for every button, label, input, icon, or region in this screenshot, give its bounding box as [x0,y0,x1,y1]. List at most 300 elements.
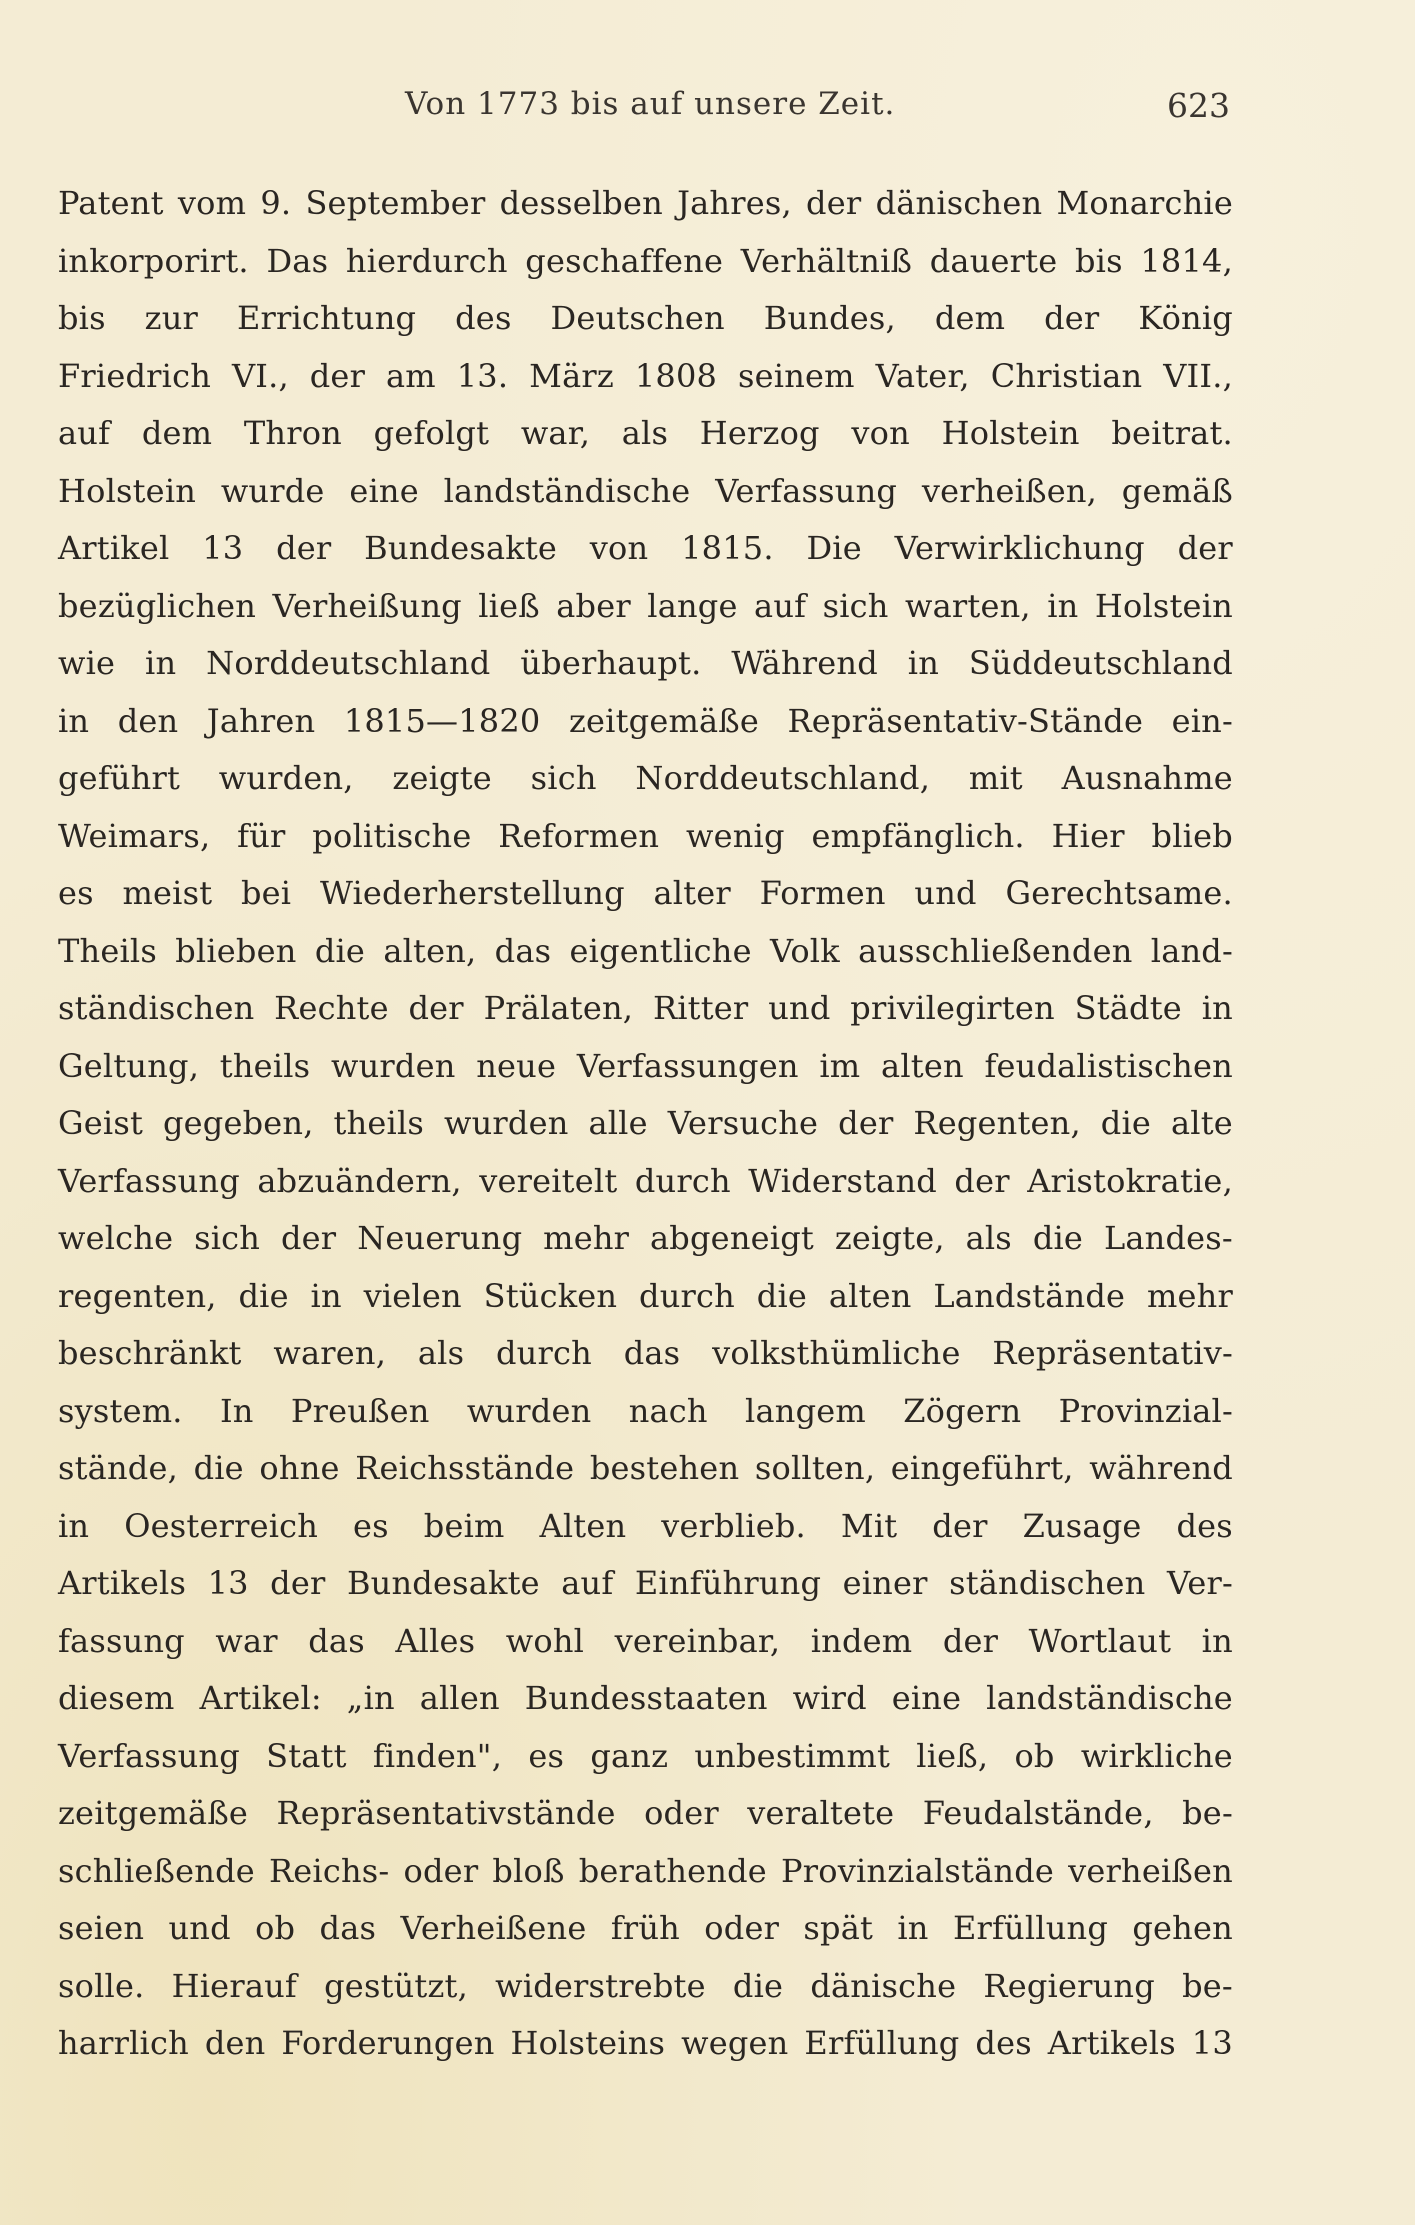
word: aber [556,586,631,625]
word: bis [58,299,106,337]
word: diesem [58,1679,175,1717]
word: wurde [220,471,325,510]
word: Mit [840,1506,898,1545]
word: es [528,1736,565,1775]
word: eingeführt, [890,1449,1074,1487]
word: Süddeutschland [968,644,1233,682]
text-line [58,808,1233,866]
word: Landstände [933,1276,1126,1315]
word: Verheißene [400,1909,587,1947]
word: verblieb. [661,1506,806,1545]
word: neue [476,1046,557,1085]
word: wird [792,1679,867,1717]
word: war, [520,414,591,452]
word: Die [806,529,862,567]
word: meist [122,874,213,912]
word: den [204,2024,266,2062]
text-line [58,635,1233,693]
text-line [58,2015,1233,2073]
text-line [58,1670,1233,1728]
word: 9. [260,184,292,222]
word: blieben [175,931,297,970]
word: in [1047,586,1079,625]
word: Deutschen [550,299,725,337]
word: als [621,414,669,452]
word: Neuerung [357,1219,523,1257]
word: Repräsentativstände [276,1794,616,1832]
word: Jahren [206,701,316,740]
word: von [851,414,910,452]
word: der [932,1506,988,1545]
word: gegeben, [162,1104,314,1142]
word: der [954,1161,1010,1200]
word: der [942,1621,999,1660]
word: eigentliche [569,931,752,970]
word: wurden [330,1046,456,1085]
text-line [58,1900,1233,1958]
word: sich [530,759,597,797]
word: volksthümliche [712,1334,961,1372]
word: Holsteins [510,2024,666,2062]
word: mehr [1146,1276,1233,1315]
word: dem [934,299,1006,337]
text-line [58,750,1233,808]
body-text [58,175,1233,2073]
word: des [975,2024,1032,2062]
word: Verwirklichung [894,529,1145,567]
word: bezüglichen [58,586,257,625]
word: Erfüllung [952,1909,1109,1947]
word: Reformen [498,816,660,855]
word: unbestimmt [694,1736,891,1775]
word: während [1089,1449,1233,1487]
word: alte [1171,1104,1233,1142]
text-line [58,1383,1233,1441]
word: Patent [58,184,164,222]
word: Alten [539,1506,627,1545]
word: Regenten, [913,1104,1081,1142]
word: waren, [273,1334,387,1372]
word: den [117,701,179,740]
word: Verhältniß [740,241,913,280]
word: Geist [58,1104,144,1142]
word: fassung [58,1621,185,1660]
word: privilegirten [850,989,1055,1027]
word: und [914,874,977,912]
word: Volk [769,931,840,970]
word: eine [891,1679,962,1717]
word: Artikel [58,529,170,567]
word: der [276,529,332,567]
word: system. [58,1391,183,1430]
word: theils [333,1104,425,1142]
word: Weimars, [58,816,211,855]
text-line [58,463,1233,521]
word: Erfüllung [804,2024,960,2062]
word: der [1177,529,1233,567]
word: Repräsentativ-Stände [787,701,1144,740]
word: Preußen [290,1391,430,1430]
word: geführt [58,759,181,797]
word: ohne [259,1449,340,1487]
word: oder [704,1909,780,1947]
word: gehen [1132,1909,1233,1947]
word: die [193,1449,244,1487]
word: VII., [1163,356,1233,395]
running-title: Von 1773 bis auf unsere Zeit. [405,86,896,122]
word: zeigte [392,759,492,797]
word: Alles [395,1621,476,1660]
word: Stücken [483,1276,618,1315]
word: 1814, [1140,241,1233,280]
word: widerstrebte [495,1966,706,2005]
word: solle. [58,1966,145,2005]
word: 13 [202,529,244,567]
word: der [270,1564,326,1602]
word: Ritter [652,989,749,1027]
word: wohl [505,1621,585,1660]
text-line [58,1785,1233,1843]
word: des [1176,1506,1233,1545]
word: seien [58,1909,145,1947]
word: Verfassung [58,1736,240,1775]
word: eine [349,471,419,510]
word: landständische [986,1679,1233,1717]
word: verheißen [1068,1851,1233,1890]
word: war [215,1621,278,1660]
word: Repräsentativ- [992,1334,1233,1372]
word: der [838,1104,894,1142]
text-line [58,1038,1233,1096]
word: Gerechtsame. [1005,874,1233,912]
word: Norddeutschland [206,644,491,682]
word: auf [561,1564,614,1602]
word: Thron [243,414,342,452]
word: Einführung [634,1564,822,1602]
text-line [58,1095,1233,1153]
word: die [238,1276,289,1315]
word: wurden [443,1104,569,1142]
word: be- [1182,1794,1233,1832]
word: verheißen, [921,471,1098,510]
word: dem [141,414,213,452]
word: Holstein [941,414,1080,452]
word: alten, [383,931,477,970]
word: der [806,184,862,222]
word: Friedrich [58,356,212,395]
word: alten [881,1046,964,1085]
word: oder [644,1794,719,1832]
word: Zögern [903,1391,1022,1430]
word: 13 [207,1564,249,1602]
word: Herzog [699,414,820,452]
word: zeitgemäße [58,1794,249,1832]
word: auf [754,586,807,625]
word: VI., [231,356,289,395]
word: der [408,989,464,1027]
word: gestützt, [324,1966,468,2005]
word: der [280,1219,337,1257]
word: mehr [543,1219,630,1257]
word: in [1201,1621,1233,1660]
text-line [58,1555,1233,1613]
word: Widerstand [748,1161,937,1200]
word: Verfassungen [576,1046,799,1085]
word: land- [1150,931,1233,970]
word: sich [822,586,889,625]
word: wurden [466,1391,592,1430]
text-line [58,578,1233,636]
word: durch [639,1276,735,1315]
text-line [58,290,1233,348]
text-line [58,1268,1233,1326]
text-line [58,1728,1233,1786]
word: vielen [363,1276,462,1315]
word: am [385,356,436,395]
word: ständischen [949,1564,1146,1602]
text-line [58,233,1233,291]
word: 1808 [634,356,718,395]
word: berathende [578,1851,767,1890]
word: bestehen [589,1449,740,1487]
word: ließ, [916,1736,989,1775]
word: Ver- [1166,1564,1233,1602]
word: theils [219,1046,311,1085]
word: Städte [1074,989,1182,1027]
word: dänische [810,1966,957,2005]
word: gemäß [1121,471,1233,510]
word: beim [423,1506,505,1545]
text-line [58,1613,1233,1671]
word: ausschließenden [858,931,1133,970]
word: Errichtung [236,299,417,337]
word: stände, [58,1449,178,1487]
word: das [623,1334,681,1372]
word: inkorporirt. [58,241,249,280]
word: geschaffene [525,241,724,280]
word: Regierung [983,1966,1155,2005]
word: hierdurch [345,241,508,280]
word: die [756,1276,808,1315]
word: gefolgt [373,414,490,452]
word: ganz [590,1736,669,1775]
text-line [58,923,1233,981]
word: nach [628,1391,708,1430]
word: September [305,184,486,222]
word: Vater, [875,356,970,395]
text-line [58,693,1233,751]
word: ließ [478,586,540,625]
word: Reichsstände [355,1449,575,1487]
word: Provinzialstände [781,1851,1055,1890]
word: überhaupt. [520,644,702,682]
word: König [1138,299,1233,337]
word: Artikels [58,1564,187,1602]
word: als [965,1219,1012,1257]
word: die [1100,1104,1152,1142]
word: seinem [738,356,855,395]
word: Formen [759,874,886,912]
word: abzuändern, [257,1161,462,1200]
word: beitrat. [1111,414,1233,452]
word: sich [194,1219,261,1257]
word: Hier [1051,816,1125,855]
word: allen [419,1679,500,1717]
word: Feudalstände, [922,1794,1154,1832]
word: 1815—1820 [343,701,541,740]
word: die [314,931,366,970]
word: früh [610,1909,680,1947]
word: Während [731,644,878,682]
word: Bundesakte [364,529,558,567]
word: und [768,989,831,1027]
word: 1815. [681,529,774,567]
word: März [529,356,614,395]
word: oder [403,1851,479,1890]
word: spät [803,1909,874,1947]
word: durch [495,1334,592,1372]
word: Statt [266,1736,347,1775]
word: zur [144,299,199,337]
text-line [58,1498,1233,1556]
word: Bundesakte [346,1564,540,1602]
word: vereinbar, [614,1621,781,1660]
word: das [319,1909,377,1947]
word: bei [240,874,292,912]
word: sollten, [754,1449,876,1487]
word: einer [842,1564,928,1602]
word: alten [828,1276,912,1315]
word: bloß [492,1851,565,1890]
word: schließende [58,1851,255,1890]
word: zeigte, [834,1219,945,1257]
word: Prälaten, [483,989,634,1027]
word: Aristokratie, [1027,1161,1233,1200]
word: veraltete [747,1794,895,1832]
text-line [58,175,1233,233]
word: Wortlaut [1028,1621,1172,1660]
word: finden", [372,1736,503,1775]
word: die [732,1966,784,2005]
word: Forderungen [281,2024,495,2062]
text-line [58,520,1233,578]
word: Norddeutschland, [635,759,931,797]
word: empfänglich. [811,816,1025,855]
word: Wiederherstellung [319,874,625,912]
word: Monarchie [1056,184,1233,222]
word: lange [647,586,738,625]
word: das [308,1621,365,1660]
word: in [1201,989,1233,1027]
word: Provinzial- [1058,1391,1233,1430]
word: beschränkt [58,1334,242,1372]
word: wegen [681,2024,789,2062]
word: indem [810,1621,913,1660]
word: Reichs- [269,1851,390,1890]
word: desselben [499,184,663,222]
word: Versuche [667,1104,819,1142]
word: Zusage [1022,1506,1142,1545]
word: landständische [443,471,691,510]
text-line [58,1440,1233,1498]
text-line [58,865,1233,923]
word: die [1032,1219,1084,1257]
word: warten, [905,586,1031,625]
word: Bundes, [763,299,896,337]
word: es [353,1506,389,1545]
word: ob [255,1909,296,1947]
word: Verheißung [272,586,462,625]
word: in [58,1506,90,1545]
word: regenten, [58,1276,217,1315]
text-line [58,980,1233,1038]
word: alle [588,1104,648,1142]
word: Artikels [1047,2024,1176,2062]
word: vom [177,184,247,222]
text-line [58,1843,1233,1901]
word: Verfassung [715,471,898,510]
word: wurden, [218,759,354,797]
word: vereitelt [479,1161,618,1200]
text-line [58,348,1233,406]
word: feudalistischen [984,1046,1233,1085]
word: zeitgemäße [568,701,759,740]
word: 13. [456,356,509,395]
word: be- [1182,1966,1233,2005]
word: im [819,1046,861,1085]
word: alter [653,874,731,912]
word: als [417,1334,465,1372]
word: ständischen [58,989,255,1027]
word: wenig [686,816,785,855]
word: Bundesstaaten [524,1679,768,1717]
word: ob [1014,1736,1055,1775]
word: wie [58,644,116,682]
text-line [58,1325,1233,1383]
word: welche [58,1219,174,1257]
word: Hierauf [171,1966,297,2005]
word: mit [968,759,1023,797]
running-head [60,86,1230,136]
word: das [494,931,552,970]
word: es [58,874,94,912]
word: harrlich [58,2024,189,2062]
word: bis [1074,241,1123,280]
word: blieb [1151,816,1233,855]
word: Geltung, [58,1046,200,1085]
word: „in [346,1679,395,1717]
word: Theils [58,931,157,970]
word: 13 [1191,2024,1233,2062]
word: des [455,299,512,337]
word: in [907,644,940,682]
text-line [58,405,1233,463]
word: in [145,644,177,682]
word: ein- [1171,701,1233,740]
word: politische [312,816,472,855]
word: wirkliche [1080,1736,1233,1775]
word: In [219,1391,254,1430]
word: Ausnahme [1061,759,1233,797]
word: dauerte [929,241,1058,280]
text-line [58,1210,1233,1268]
text-line [58,1958,1233,2016]
word: in [58,701,90,740]
word: langem [745,1391,866,1430]
word: auf [58,414,111,452]
word: Landes- [1103,1219,1233,1257]
word: abgeneigt [650,1219,814,1257]
